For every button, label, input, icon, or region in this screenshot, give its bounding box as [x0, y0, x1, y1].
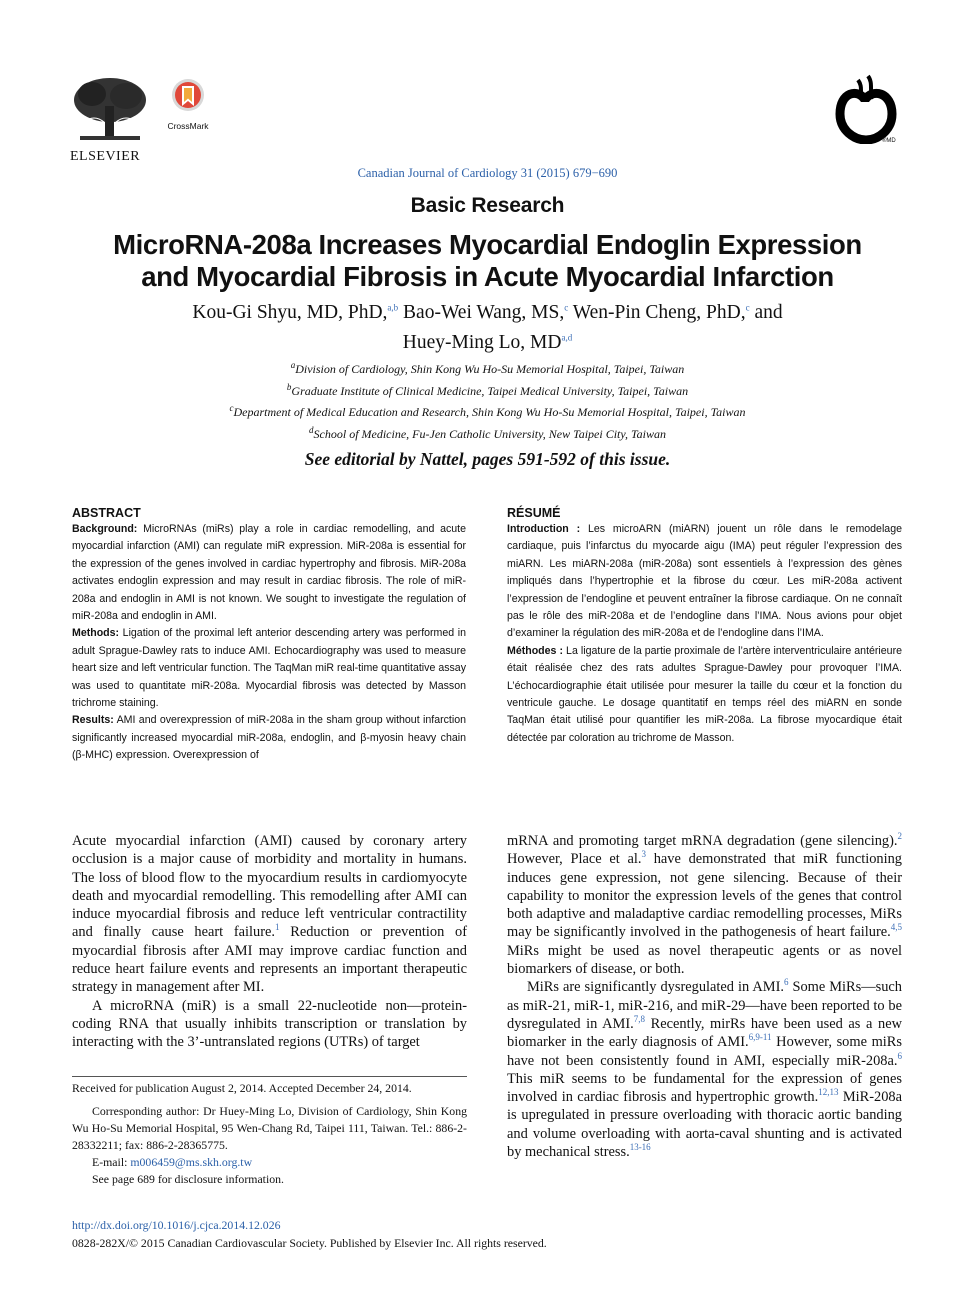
- footnote-divider: [72, 1076, 467, 1077]
- email-note: E-mail: m006459@ms.skh.org.tw: [92, 1155, 253, 1169]
- results-label: Results:: [72, 714, 114, 727]
- methods-label: Methods:: [72, 627, 120, 640]
- body-paragraph: A microRNA (miR) is a small 22-nucleotide non—protein-coding RNA that usually inhibits transcription or translation by interacting with the 3’-untranslated regions (UTRs) of target: [72, 997, 467, 1051]
- intro-label: Introduction :: [507, 523, 581, 535]
- body-paragraph: mRNA and promoting target mRNA degradation (gene silencing).$^2$ However, Place et al.$^3$ have demonstrated that miR functioning induces gene expression, not gene silencing. Because of their capability to monitor the expression levels of the genes that control both adaptive and maladaptive cardiac remodelling processes, MiRs may be significantly involved in the pathogenesis of heart failure.$^{4,5}$ MiRs might be used as novel therapeutic agents or as novel biomarkers of disease, or both.: [507, 831, 902, 978]
- background-text: MicroRNAs (miRs) play a role in cardiac remodelling, and acute myocardial infarction (AMI) can regulate miR expression. MiR-208a is essential for the expression of the genes involved in cardiac hypertrophy and fibrosis. MiR-208a activates endoglin expression and may result in cardiac fibrosis. The role of miR-208a and endoglin in AMI is not known. We sought to investigate the regulation of miR-208a and endoglin in AMI.: [72, 523, 466, 623]
- author-name[interactable]: Huey-Ming Lo, MD: [402, 332, 562, 353]
- author-affil-sup: c: [745, 302, 750, 313]
- intro-text: Les microARN (miARN) jouent un rôle dans le remodelage cardiaque, puis l’infarctus du myocarde aigu (IMA) peut réguler l’expression des miARN. Les miARN-208a (miR-208a) sont essentiels à l’expression des gènes impliqués dans l’hypertrophie et la fibrose du cœur. Les miR-208a activent l’expression de l’endogline et peuvent entraîner la fibrose cardiaque. On ne connaît pas le rôle des miR-208a et de l’endogline dans l’IMA. Nous avions pour objet d’examiner la régulation des miR-208a et de l’endogline dans l’IMA.: [507, 523, 902, 640]
- author-name[interactable]: Kou-Gi Shyu, MD, PhD,: [192, 302, 388, 323]
- abstract-body: [507, 521, 902, 747]
- title-line-1: MicroRNA-208a Increases Myocardial Endoglin Expression: [113, 229, 862, 260]
- abstract-heading: RÉSUMÉ: [507, 506, 561, 520]
- crossmark-icon: [171, 78, 205, 118]
- affiliation: $^d$School of Medicine, Fu-Jen Catholic University, New Taipei City, Taiwan: [309, 424, 666, 441]
- title-line-2: and Myocardial Fibrosis in Acute Myocardial Infarction: [141, 261, 834, 292]
- abstract-english: [72, 506, 466, 765]
- elsevier-logo: [70, 76, 150, 164]
- author-affil-sup: a,d: [561, 332, 573, 343]
- citation-ref[interactable]: 13-16: [629, 1142, 651, 1153]
- body-paragraph: MiRs are significantly dysregulated in AMI.$^6$ Some MiRs—such as miR-21, miR-1, miR-216, and miR-29—have been reported to be dysregulated in AMI.$^{7,8}$ Recently, mirRs have been used as a new biomarker in the early diagnosis of AMI.$^{6,9-11}$ However, some miRs have not been consistently found in AMI, especially miR-208a.$^6$ This miR seems to be fundamental for the expression of genes involved in cardiac fibrosis and hypertrophic growth.$^{12,13}$ MiR-208a is upregulated in pressure overloading with thoracic aortic banding and volume overloading with aorta-caval shunting and is activated by mechanical stress.$^{13-16}$: [507, 977, 902, 1161]
- citation-ref[interactable]: 12,13: [818, 1087, 839, 1098]
- page-footer: [72, 1216, 902, 1252]
- affiliation: $^a$Division of Cardiology, Shin Kong Wu Ho-Su Memorial Hospital, Taipei, Taiwan: [290, 360, 685, 376]
- citation-ref[interactable]: 6: [783, 977, 789, 988]
- journal-citation[interactable]: Canadian Journal of Cardiology 31 (2015) 679−690: [357, 166, 618, 180]
- citation-ref[interactable]: 4,5: [890, 922, 902, 933]
- crossmark-label: CrossMark: [167, 121, 209, 131]
- article-title: [60, 229, 915, 293]
- received-note: Received for publication August 2, 2014. Accepted December 24, 2014.: [72, 1081, 412, 1095]
- footnotes: [72, 1080, 467, 1188]
- citation-ref[interactable]: 2: [897, 831, 902, 842]
- crossmark-badge[interactable]: [162, 78, 214, 131]
- email-link[interactable]: m006459@ms.skh.org.tw: [130, 1155, 253, 1169]
- doi-link[interactable]: http://dx.doi.org/10.1016/j.cjca.2014.12.026: [72, 1218, 281, 1232]
- editorial-note[interactable]: See editorial by Nattel, pages 591-592 of this issue.: [304, 449, 671, 469]
- citation-ref[interactable]: 3: [641, 849, 646, 860]
- methods-text: Ligation of the proximal left anterior descending artery was performed in adult Sprague-Dawley rats to induce AMI. Echocardiography was used to measure heart size and left ventricular function. The TaqMan miR real-time quantitative assay was used to quantitate miR-208a. Myocardial fibrosis was detected by Masson trichrome staining.: [72, 627, 466, 710]
- heart-logo-icon: [830, 74, 905, 144]
- author-name[interactable]: Bao-Wei Wang, MS,: [403, 302, 565, 323]
- registered-mark: ®MD: [882, 138, 896, 144]
- results-text: AMI and overexpression of miR-208a in the sham group without infarction significantly increased myocardial miR-208a, endoglin, and β-myosin heavy chain (β-MHC) expression. Overexpression of: [72, 714, 466, 762]
- affiliation: $^c$Department of Medical Education and Research, Shin Kong Wu Ho-Su Memorial Hospital, Taipei, Taiwan: [229, 403, 746, 420]
- citation-ref[interactable]: 7,8: [633, 1014, 645, 1025]
- abstract-french: [507, 506, 902, 747]
- author-affil-sup: c: [564, 302, 569, 313]
- publisher-name: ELSEVIER: [70, 149, 141, 164]
- author-affil-sup: a,b: [387, 302, 399, 313]
- elsevier-tree-icon: [70, 76, 150, 142]
- affiliation: $^b$Graduate Institute of Clinical Medicine, Taipei Medical University, Taipei, Taiwan: [286, 381, 689, 398]
- citation-ref[interactable]: 6,9-11: [748, 1032, 772, 1043]
- methods-label: Méthodes :: [507, 644, 564, 657]
- body-right-column: [507, 832, 902, 1161]
- corresponding-author-note: Corresponding author: Dr Huey-Ming Lo, Division of Cardiology, Shin Kong Wu Ho-Su Memorial Hospital, 95 Wen-Chang Rd, Taipei 111, Taiwan. Tel.: 886-2-28332211; fax: 886-2-28365775.: [72, 1104, 467, 1152]
- disclosure-note: See page 689 for disclosure information.: [92, 1172, 284, 1186]
- body-left-column: [72, 832, 467, 1052]
- author-name[interactable]: Wen-Pin Cheng, PhD,: [572, 302, 746, 323]
- author-conjunction: and: [754, 302, 783, 323]
- copyright-line: 0828-282X/© 2015 Canadian Cardiovascular Society. Published by Elsevier Inc. All rights reserved.: [72, 1236, 547, 1250]
- background-label: Background:: [72, 523, 138, 535]
- citation-ref[interactable]: 1: [275, 922, 280, 933]
- abstract-heading: ABSTRACT: [72, 506, 141, 520]
- abstract-body: [72, 521, 466, 765]
- citation-ref[interactable]: 6: [897, 1050, 902, 1061]
- society-logo: [830, 74, 905, 154]
- author-list: [60, 298, 915, 358]
- methods-text: La ligature de la partie proximale de l’artère interventriculaire antérieure était réalisée chez des rats adultes Sprague-Dawley pour provoquer l’IMA. L’échocardiographie était utilisée pour mesurer la taille du cœur et la fonction du ventricule gauche. Le dosage quantitatif en temps réel des miARN en sonde TaqMan était utilisé pour quantifier les miR-208a. La fibrose myocardique était détectée par coloration au trichrome de Masson.: [507, 644, 902, 744]
- section-heading: Basic Research: [410, 194, 565, 217]
- body-paragraph: Acute myocardial infarction (AMI) caused by coronary artery occlusion is a major cause of morbidity and mortality in humans. The loss of blood flow to the myocardium results in cardiomyocyte death and myocardial remodelling. This remodelling after AMI can induce myocardial fibrosis and reduce left ventricular contractility and finally cause heart failure.$^1$ Reduction or prevention of myocardial fibrosis after AMI may improve cardiac function and reduce heart failure events and represents an important therapeutic strategy in management after MI.: [72, 833, 467, 996]
- affiliation-list: [60, 359, 915, 445]
